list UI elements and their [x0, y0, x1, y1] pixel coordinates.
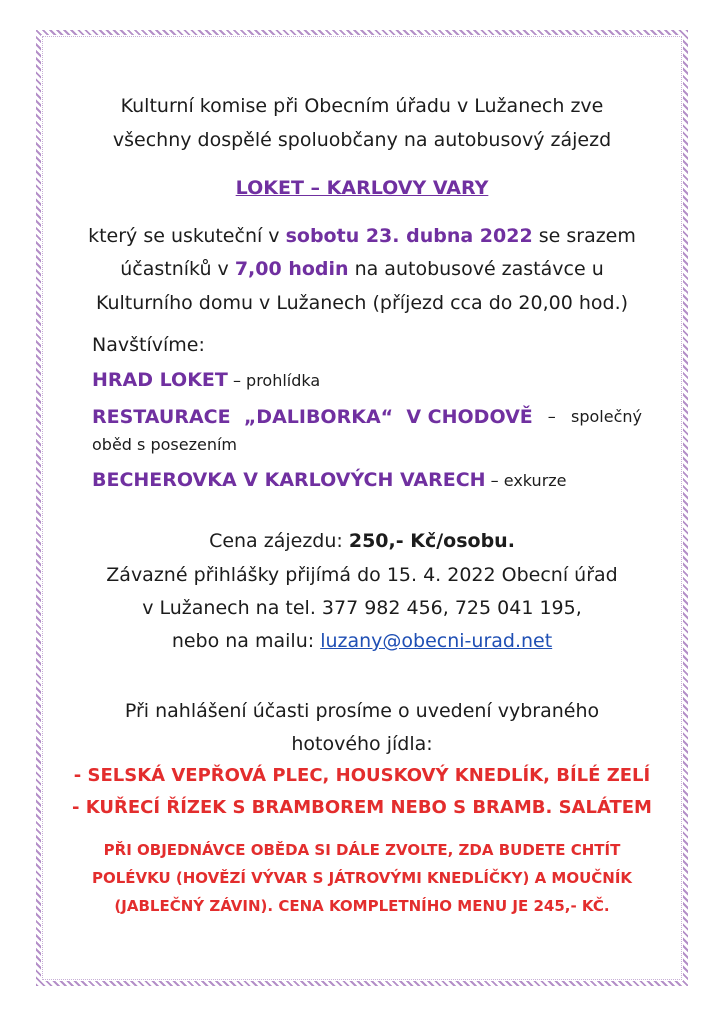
price-line: [0, 525, 724, 557]
meeting-time: 7,00 hodin: [234, 258, 349, 280]
meal-intro-line-1: Při nahlášení účasti prosíme o uvedení vybraného: [124, 700, 600, 722]
registration-line-2: v Lužanech na tel. 377 982 456, 725 041 195,: [142, 597, 582, 619]
details-line-2: [0, 253, 724, 285]
visit-item: [92, 365, 320, 396]
meal-intro-line-2: hotového jídla:: [291, 733, 433, 755]
meal-option-2: - KUŘECÍ ŘÍZEK S BRAMBOREM NEBO S BRAMB. SALÁTEM: [72, 797, 652, 818]
meal-option-1: - SELSKÁ VEPŘOVÁ PLEC, HOUSKOVÝ KNEDLÍK, BÍLÉ ZELÍ: [73, 765, 651, 786]
visit-name: RESTAURACE „DALIBORKA“ V CHODOVĚ: [92, 406, 533, 428]
menu-note-line-2: POLÉVKU (HOVĚZÍ VÝVAR S JÁTROVÝMI KNEDLÍČKY) A MOUČNÍK: [91, 869, 633, 887]
visit-item: [92, 465, 567, 496]
details-line-3: Kulturního domu v Lužanech (příjezd cca do 20,00 hod.): [95, 292, 629, 314]
email-line: [0, 625, 724, 657]
details-text: který se uskuteční v: [88, 225, 286, 247]
visit-desc: – společný: [547, 407, 642, 426]
details-line-1: [0, 220, 724, 252]
visit-name: BECHEROVKA V KARLOVÝCH VARECH: [92, 469, 486, 491]
trip-title-text: LOKET – KARLOVY VARY: [235, 177, 489, 199]
visit-desc: – prohlídka: [227, 371, 321, 390]
email-link[interactable]: luzany@obecni-urad.net: [320, 630, 553, 652]
registration-line-1: Závazné přihlášky přijímá do 15. 4. 2022 Obecní úřad: [106, 564, 618, 586]
details-text: na autobusové zastávce u: [348, 258, 604, 280]
trip-title: [0, 172, 724, 204]
details-text: se srazem: [532, 225, 636, 247]
visit-item: [92, 402, 642, 432]
visits-heading: Navštívíme:: [92, 334, 205, 356]
email-label: nebo na mailu:: [171, 630, 321, 652]
trip-date: sobotu 23. dubna 2022: [285, 225, 533, 247]
details-text: účastníků v: [120, 258, 235, 280]
menu-note-line-3: (JABLEČNÝ ZÁVIN). CENA KOMPLETNÍHO MENU JE 245,- KČ.: [114, 897, 610, 915]
visit-name: HRAD LOKET: [92, 369, 228, 391]
intro-line-1: Kulturní komise při Obecním úřadu v Lužanech zve: [120, 95, 604, 117]
visit-desc-continued: oběd s posezením: [92, 435, 237, 454]
price-value: 250,- Kč/osobu.: [348, 530, 515, 552]
price-label: Cena zájezdu:: [209, 530, 349, 552]
menu-note-line-1: PŘI OBJEDNÁVCE OBĚDA SI DÁLE ZVOLTE, ZDA BUDETE CHTÍT: [103, 841, 621, 859]
visit-desc: – exkurze: [485, 471, 567, 490]
intro-line-2: všechny dospělé spoluobčany na autobusový zájezd: [112, 129, 612, 151]
